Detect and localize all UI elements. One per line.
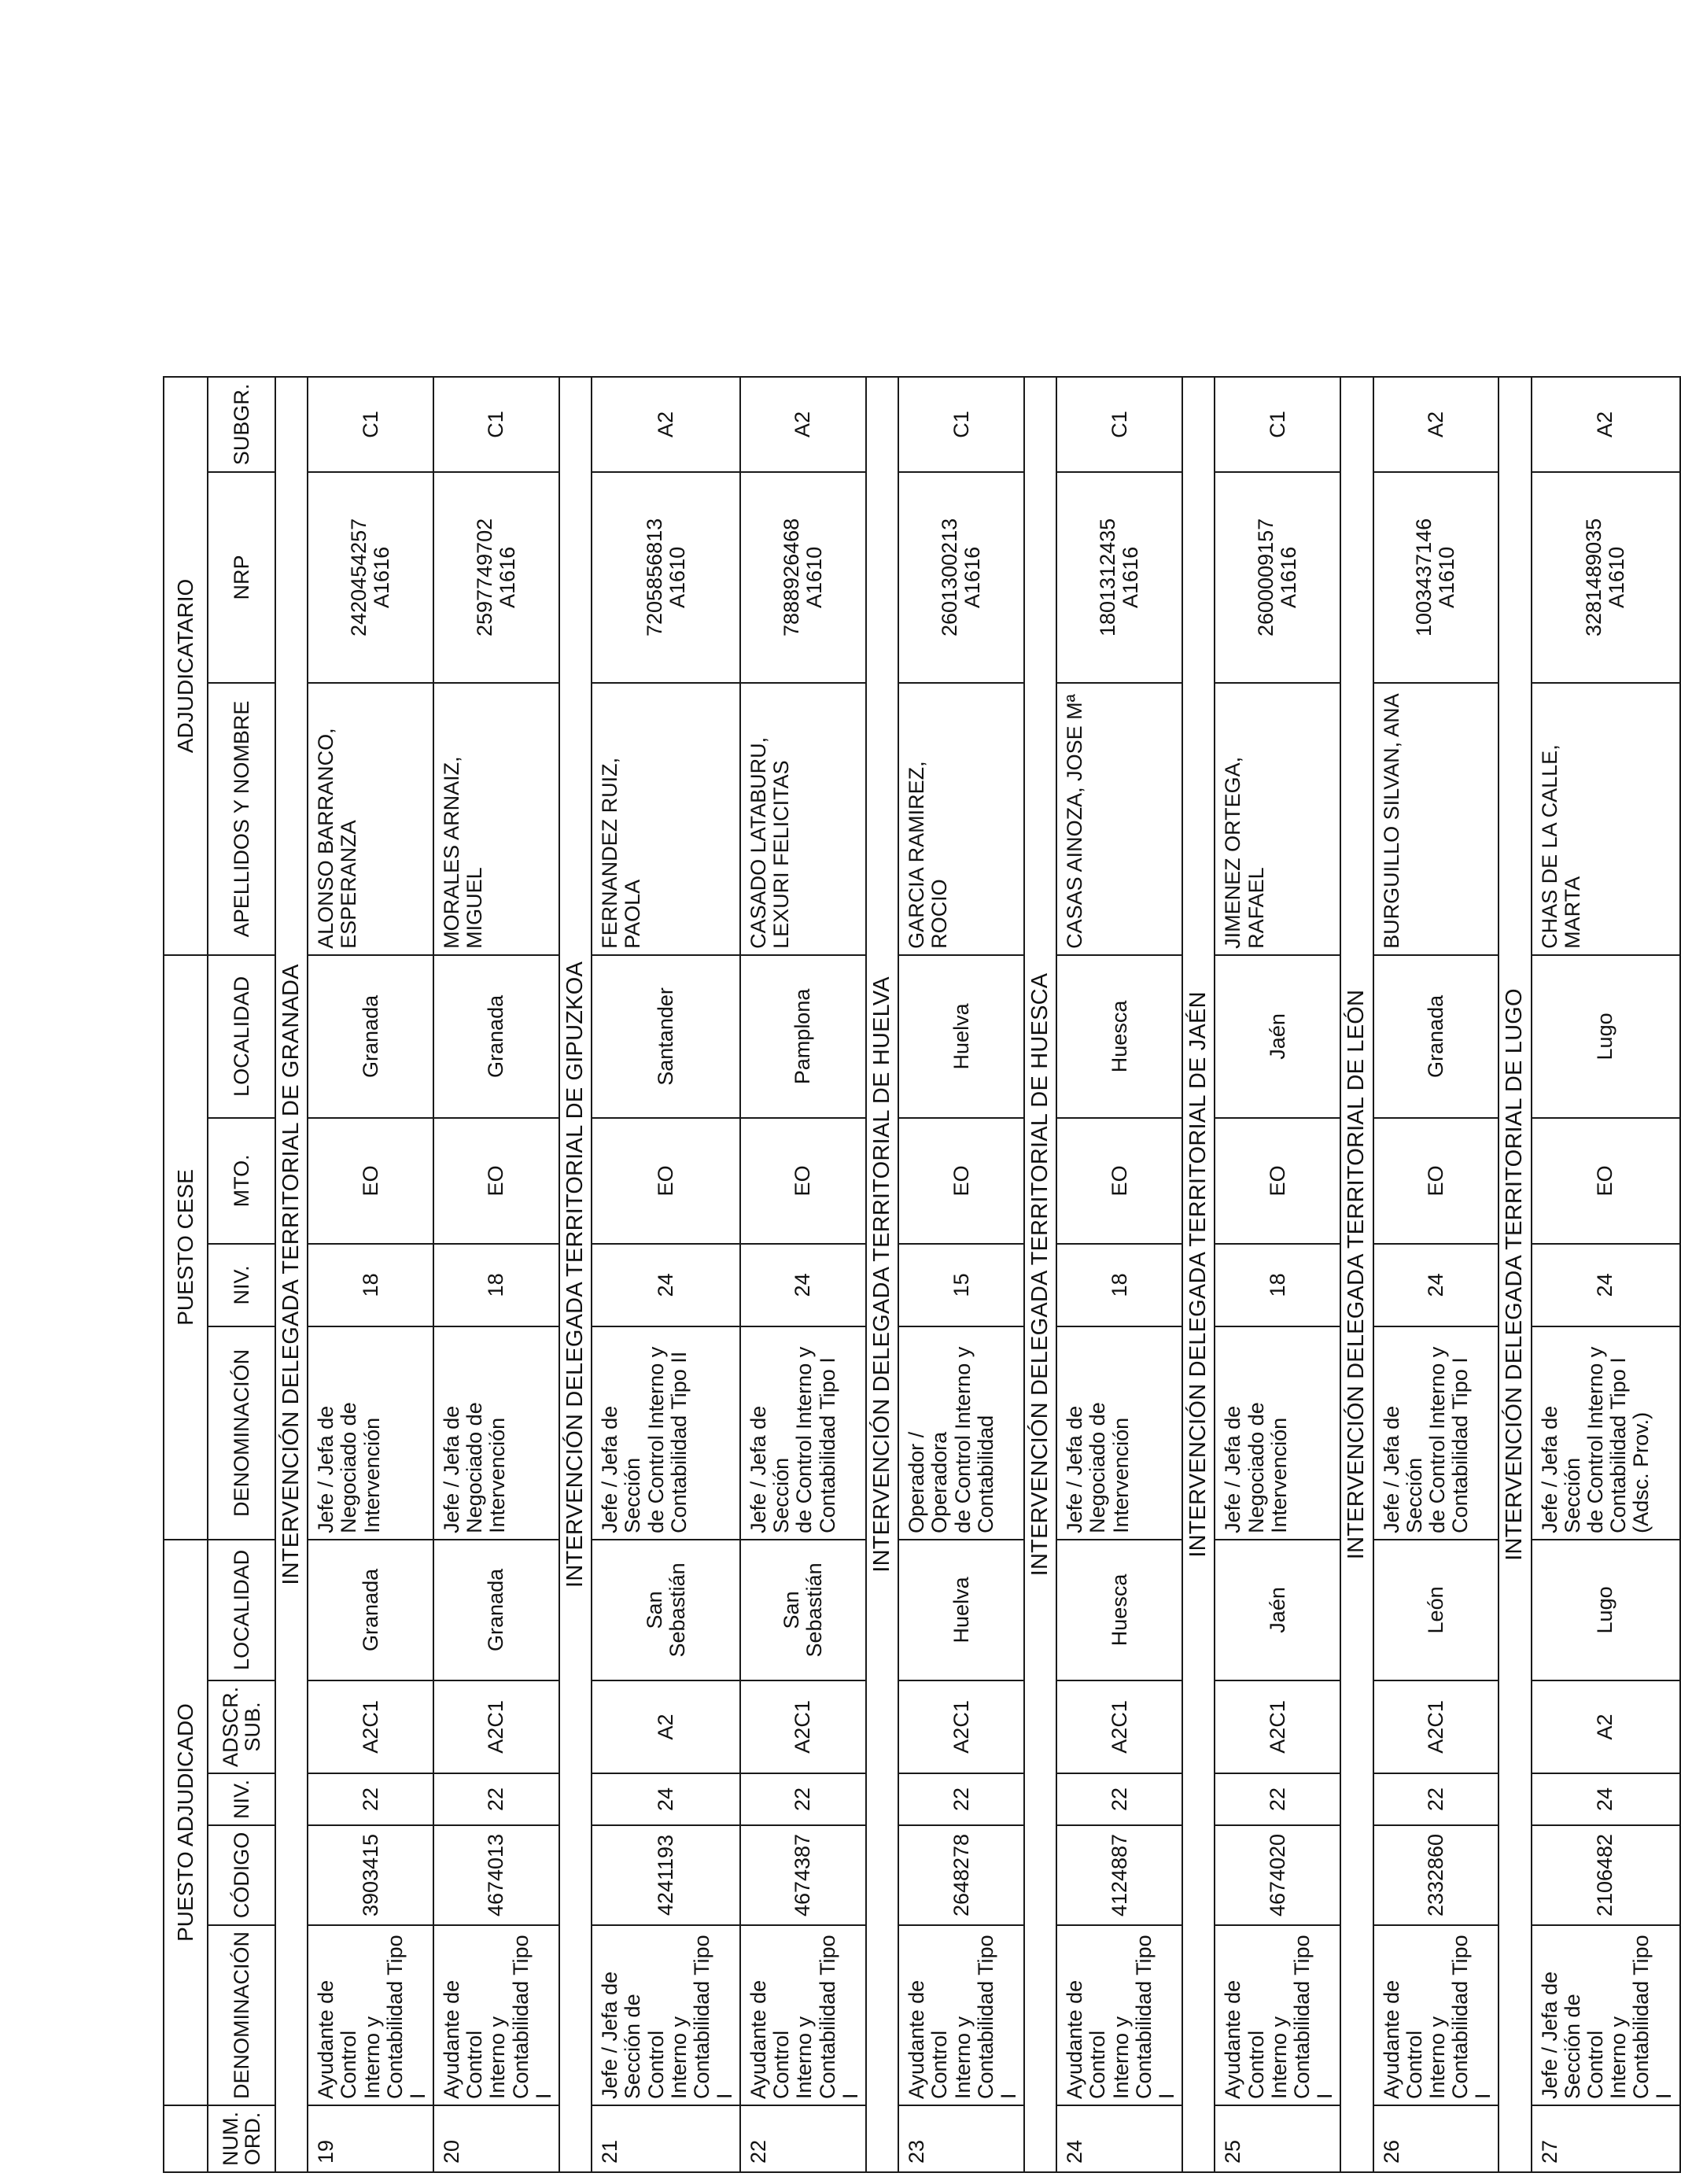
cell-cese-localidad: Granada <box>308 955 433 1118</box>
cell-adscr-sub: A2C1 <box>1056 1680 1182 1773</box>
cell-cese-denominacion: Jefe / Jefa de Negociado de Intervención <box>433 1326 559 1540</box>
cell-subgr: C1 <box>898 377 1024 472</box>
cell-codigo: 3903415 <box>308 1825 433 1925</box>
cell-codigo: 2332860 <box>1373 1825 1499 1925</box>
cell-apellidos-nombre: ALONSO BARRANCO, ESPERANZA <box>308 683 433 955</box>
cell-adscr-sub: A2C1 <box>308 1680 433 1773</box>
table-row <box>433 377 559 2172</box>
table-row <box>1215 377 1340 2172</box>
cell-cese-denominacion: Jefe / Jefa de Negociado de Intervención <box>1215 1326 1340 1540</box>
cell-niv: 24 <box>592 1773 740 1825</box>
cell-cese-localidad: Pamplona <box>740 955 866 1118</box>
group-row <box>275 377 308 2172</box>
cell-cese-niv: 24 <box>592 1244 740 1326</box>
col-header-denominacion: DENOMINACIÓN <box>208 1925 275 2105</box>
group-title: INTERVENCIÓN DELEGADA TERRITORIAL DE HUELVA <box>866 377 898 2172</box>
cell-cese-niv: 18 <box>1215 1244 1340 1326</box>
cell-apellidos-nombre: FERNANDEZ RUIZ, PAOLA <box>592 683 740 955</box>
table-row <box>898 377 1024 2172</box>
cell-cese-niv: 24 <box>1373 1244 1499 1326</box>
cell-niv: 22 <box>433 1773 559 1825</box>
col-header-num-ord: NUM. ORD. <box>208 2105 275 2172</box>
cell-adscr-sub: A2C1 <box>1215 1680 1340 1773</box>
cell-denominacion: Ayudante de Control Interno y Contabilidad Tipo I <box>898 1925 1024 2105</box>
cell-cese-localidad: Jaén <box>1215 955 1340 1118</box>
col-header-adscr-sub: ADSCR. SUB. <box>208 1680 275 1773</box>
cell-num-ord: 27 <box>1532 2105 1680 2172</box>
cell-denominacion: Ayudante de Control Interno y Contabilidad Tipo I <box>1056 1925 1182 2105</box>
group-row <box>1024 377 1056 2172</box>
col-header-subgr: SUBGR. <box>208 377 275 472</box>
col-header-cese-denominacion: DENOMINACIÓN <box>208 1326 275 1540</box>
col-header-apellidos-nombre: APELLIDOS Y NOMBRE <box>208 683 275 955</box>
table-row <box>1056 377 1182 2172</box>
cell-denominacion: Ayudante de Control Interno y Contabilidad Tipo I <box>1373 1925 1499 2105</box>
cell-niv: 22 <box>308 1773 433 1825</box>
cell-cese-mto: EO <box>308 1118 433 1244</box>
cell-num-ord: 21 <box>592 2105 740 2172</box>
cell-denominacion: Jefe / Jefa de Sección de Control Interno y Contabilidad Tipo I <box>592 1925 740 2105</box>
cell-denominacion: Jefe / Jefa de Sección de Control Interno y Contabilidad Tipo I <box>1532 1925 1680 2105</box>
cell-localidad: San Sebastián <box>592 1540 740 1680</box>
cell-denominacion: Ayudante de Control Interno y Contabilidad Tipo I <box>433 1925 559 2105</box>
cell-num-ord: 20 <box>433 2105 559 2172</box>
cell-apellidos-nombre: CASADO LATABURU, LEXURI FELICITAS <box>740 683 866 955</box>
cell-subgr: A2 <box>1532 377 1680 472</box>
cell-cese-localidad: Granada <box>433 955 559 1118</box>
cell-subgr: C1 <box>1215 377 1340 472</box>
adjudication-table <box>163 376 1681 2173</box>
group-title: INTERVENCIÓN DELEGADA TERRITORIAL DE GRANADA <box>275 377 308 2172</box>
cell-cese-mto: EO <box>592 1118 740 1244</box>
cell-nrp: 7205856813 A1610 <box>592 472 740 683</box>
cell-denominacion: Ayudante de Control Interno y Contabilidad Tipo I <box>740 1925 866 2105</box>
cell-num-ord: 26 <box>1373 2105 1499 2172</box>
cell-cese-denominacion: Operador / Operadora de Control Interno y Contabilidad <box>898 1326 1024 1540</box>
cell-cese-localidad: Huesca <box>1056 955 1182 1118</box>
cell-cese-mto: EO <box>1532 1118 1680 1244</box>
cell-cese-denominacion: Jefe / Jefa de Sección de Control Interno y Contabilidad Tipo I <box>1373 1326 1499 1540</box>
cell-nrp: 2597749702 A1616 <box>433 472 559 683</box>
cell-num-ord: 19 <box>308 2105 433 2172</box>
cell-num-ord: 24 <box>1056 2105 1182 2172</box>
cell-niv: 24 <box>1532 1773 1680 1825</box>
cell-localidad: Granada <box>308 1540 433 1680</box>
header-puesto-adjudicado: PUESTO ADJUDICADO <box>164 1540 208 2105</box>
cell-cese-niv: 18 <box>433 1244 559 1326</box>
table-row <box>1373 377 1499 2172</box>
table-row <box>592 377 740 2172</box>
cell-cese-denominacion: Jefe / Jefa de Sección de Control Interno y Contabilidad Tipo II <box>592 1326 740 1540</box>
cell-apellidos-nombre: GARCIA RAMIREZ, ROCIO <box>898 683 1024 955</box>
cell-num-ord: 25 <box>1215 2105 1340 2172</box>
cell-cese-denominacion: Jefe / Jefa de Sección de Control Interno y Contabilidad Tipo I (Adsc. Prov.) <box>1532 1326 1680 1540</box>
cell-nrp: 3281489035 A1610 <box>1532 472 1680 683</box>
cell-adscr-sub: A2C1 <box>433 1680 559 1773</box>
cell-niv: 22 <box>898 1773 1024 1825</box>
cell-cese-mto: EO <box>1215 1118 1340 1244</box>
cell-subgr: A2 <box>592 377 740 472</box>
cell-niv: 22 <box>1056 1773 1182 1825</box>
cell-apellidos-nombre: CASAS AINOZA, JOSE Mª <box>1056 683 1182 955</box>
cell-cese-localidad: Santander <box>592 955 740 1118</box>
cell-nrp: 2601300213 A1616 <box>898 472 1024 683</box>
header-puesto-cese: PUESTO CESE <box>164 955 208 1540</box>
col-header-cese-mto: MTO. <box>208 1118 275 1244</box>
cell-cese-mto: EO <box>740 1118 866 1244</box>
cell-num-ord: 23 <box>898 2105 1024 2172</box>
cell-localidad: Jaén <box>1215 1540 1340 1680</box>
group-row <box>1340 377 1373 2172</box>
col-header-nrp: NRP <box>208 472 275 683</box>
group-row <box>1499 377 1531 2172</box>
cell-cese-niv: 18 <box>308 1244 433 1326</box>
cell-cese-mto: EO <box>1056 1118 1182 1244</box>
cell-codigo: 4674013 <box>433 1825 559 1925</box>
col-header-cese-niv: NIV. <box>208 1244 275 1326</box>
header-blank <box>164 2105 208 2172</box>
col-header-localidad: LOCALIDAD <box>208 1540 275 1680</box>
cell-num-ord: 22 <box>740 2105 866 2172</box>
cell-cese-niv: 24 <box>740 1244 866 1326</box>
cell-niv: 22 <box>1215 1773 1340 1825</box>
table-row <box>308 377 433 2172</box>
cell-codigo: 4674020 <box>1215 1825 1340 1925</box>
cell-cese-mto: EO <box>1373 1118 1499 1244</box>
cell-subgr: C1 <box>433 377 559 472</box>
cell-localidad: San Sebastián <box>740 1540 866 1680</box>
cell-cese-mto: EO <box>433 1118 559 1244</box>
group-title: INTERVENCIÓN DELEGADA TERRITORIAL DE GIPUZKOA <box>559 377 592 2172</box>
group-title: INTERVENCIÓN DELEGADA TERRITORIAL DE JAÉN <box>1182 377 1215 2172</box>
cell-localidad: León <box>1373 1540 1499 1680</box>
header-adjudicatario: ADJUDICATARIO <box>164 377 208 955</box>
group-row <box>1182 377 1215 2172</box>
cell-codigo: 4241193 <box>592 1825 740 1925</box>
cell-localidad: Granada <box>433 1540 559 1680</box>
cell-codigo: 2648278 <box>898 1825 1024 1925</box>
cell-niv: 22 <box>740 1773 866 1825</box>
table-row <box>740 377 866 2172</box>
cell-cese-niv: 18 <box>1056 1244 1182 1326</box>
cell-cese-denominacion: Jefe / Jefa de Negociado de Intervención <box>1056 1326 1182 1540</box>
cell-nrp: 7888926468 A1610 <box>740 472 866 683</box>
cell-apellidos-nombre: MORALES ARNAIZ, MIGUEL <box>433 683 559 955</box>
cell-cese-localidad: Granada <box>1373 955 1499 1118</box>
cell-cese-localidad: Lugo <box>1532 955 1680 1118</box>
cell-nrp: 2420454257 A1616 <box>308 472 433 683</box>
cell-codigo: 2106482 <box>1532 1825 1680 1925</box>
cell-apellidos-nombre: JIMENEZ ORTEGA, RAFAEL <box>1215 683 1340 955</box>
cell-codigo: 4124887 <box>1056 1825 1182 1925</box>
cell-nrp: 1801312435 A1616 <box>1056 472 1182 683</box>
cell-adscr-sub: A2 <box>1532 1680 1680 1773</box>
cell-niv: 22 <box>1373 1773 1499 1825</box>
cell-adscr-sub: A2C1 <box>740 1680 866 1773</box>
cell-apellidos-nombre: BURGUILLO SILVAN, ANA <box>1373 683 1499 955</box>
cell-cese-localidad: Huelva <box>898 955 1024 1118</box>
cell-cese-niv: 24 <box>1532 1244 1680 1326</box>
cell-subgr: A2 <box>1373 377 1499 472</box>
cell-nrp: 2600009157 A1616 <box>1215 472 1340 683</box>
cell-cese-denominacion: Jefe / Jefa de Sección de Control Interno y Contabilidad Tipo I <box>740 1326 866 1540</box>
col-header-cese-localidad: LOCALIDAD <box>208 955 275 1118</box>
cell-denominacion: Ayudante de Control Interno y Contabilidad Tipo I <box>308 1925 433 2105</box>
cell-adscr-sub: A2C1 <box>898 1680 1024 1773</box>
col-header-niv: NIV. <box>208 1773 275 1825</box>
cell-subgr: C1 <box>308 377 433 472</box>
cell-subgr: A2 <box>740 377 866 472</box>
cell-subgr: C1 <box>1056 377 1182 472</box>
cell-adscr-sub: A2 <box>592 1680 740 1773</box>
cell-adscr-sub: A2C1 <box>1373 1680 1499 1773</box>
cell-localidad: Huelva <box>898 1540 1024 1680</box>
cell-denominacion: Ayudante de Control Interno y Contabilidad Tipo I <box>1215 1925 1340 2105</box>
col-header-codigo: CÓDIGO <box>208 1825 275 1925</box>
table-row <box>1532 377 1680 2172</box>
cell-cese-mto: EO <box>898 1118 1024 1244</box>
group-row <box>866 377 898 2172</box>
group-title: INTERVENCIÓN DELEGADA TERRITORIAL DE HUESCA <box>1024 377 1056 2172</box>
cell-localidad: Lugo <box>1532 1540 1680 1680</box>
cell-codigo: 4674387 <box>740 1825 866 1925</box>
group-row <box>559 377 592 2172</box>
cell-cese-denominacion: Jefe / Jefa de Negociado de Intervención <box>308 1326 433 1540</box>
cell-nrp: 1003437146 A1610 <box>1373 472 1499 683</box>
cell-apellidos-nombre: CHAS DE LA CALLE, MARTA <box>1532 683 1680 955</box>
cell-localidad: Huesca <box>1056 1540 1182 1680</box>
cell-cese-niv: 15 <box>898 1244 1024 1326</box>
group-title: INTERVENCIÓN DELEGADA TERRITORIAL DE LUGO <box>1499 377 1531 2172</box>
table-body <box>275 377 1680 2172</box>
group-title: INTERVENCIÓN DELEGADA TERRITORIAL DE LEÓN <box>1340 377 1373 2172</box>
